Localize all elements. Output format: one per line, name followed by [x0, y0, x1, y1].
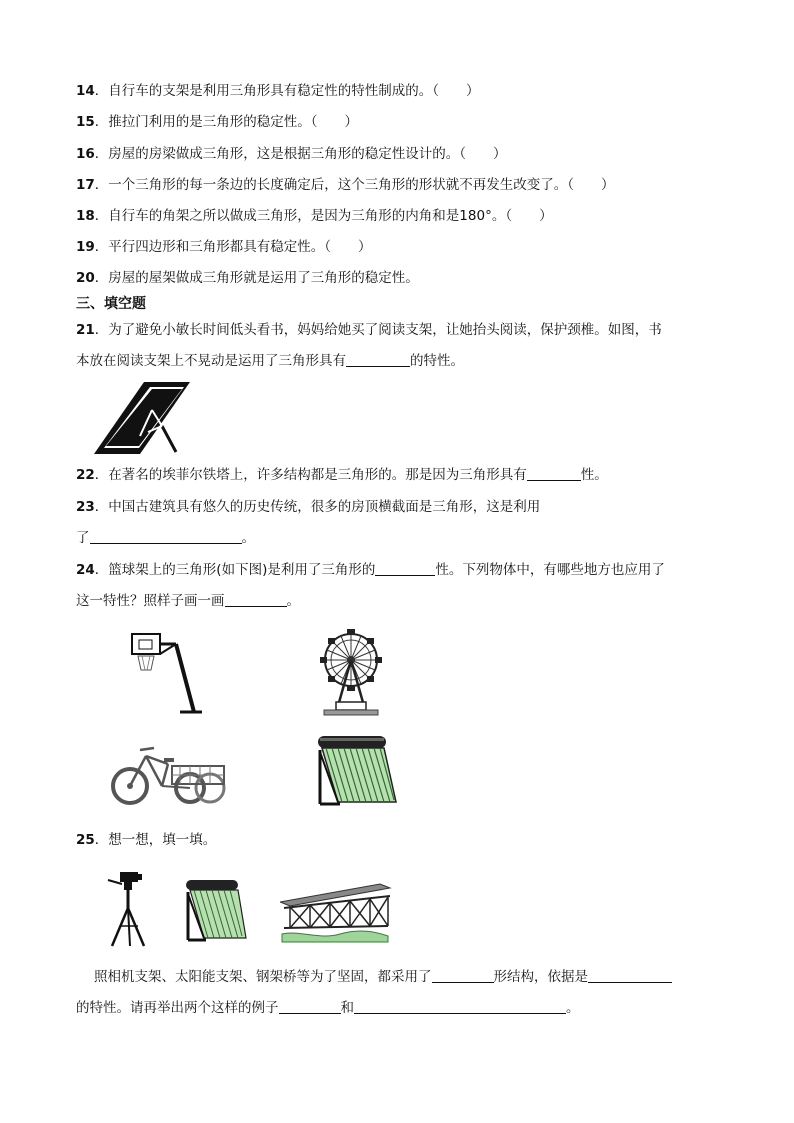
- question-25-title: 25．想一想，填一填。: [76, 832, 217, 848]
- section-title: 三、填空题: [76, 296, 146, 312]
- question-18: 18．自行车的角架之所以做成三角形，是因为三角形的内角和是180°。（ ）: [76, 208, 553, 224]
- question-21-line1: 21．为了避免小敏长时间低头看书，妈妈给她买了阅读支架，让她抬头阅读，保护颈椎。如图，书: [76, 322, 662, 338]
- answer-blank[interactable]: [225, 592, 287, 607]
- question-25-line1: 照相机支架、太阳能支架、钢架桥等为了坚固，都采用了 形结构，依据是: [94, 968, 672, 986]
- reading-stand-figure: [92, 380, 194, 458]
- question-21-line2: 本放在阅读支架上不晃动是运用了三角形具有 的特性。: [76, 353, 464, 369]
- question-14: 14．自行车的支架是利用三角形具有稳定性的特性制成的。（ ）: [76, 83, 480, 99]
- question-25-line2: 的特性。请再举出两个这样的例子 和 。: [76, 1000, 580, 1016]
- camera-tripod-figure: [104, 868, 156, 948]
- answer-blank[interactable]: [588, 968, 672, 983]
- steel-bridge-figure: [280, 880, 392, 944]
- question-24-line2: 这一特性？照样子画一画 。: [76, 593, 300, 609]
- question-24-line1: 24．篮球架上的三角形(如下图)是利用了三角形的 性。下列物体中，有哪些地方也应用了: [76, 562, 665, 578]
- question-19: 19．平行四边形和三角形都具有稳定性。（ ）: [76, 239, 372, 255]
- question-23-line1: 23．中国古建筑具有悠久的历史传统，很多的房顶横截面是三角形，这是利用: [76, 499, 541, 515]
- answer-blank[interactable]: [346, 352, 410, 367]
- question-20: 20．房屋的屋架做成三角形就是运用了三角形的稳定性。: [76, 270, 419, 286]
- answer-blank[interactable]: [432, 968, 494, 983]
- answer-blank[interactable]: [527, 466, 581, 481]
- answer-blank[interactable]: [279, 999, 341, 1014]
- basketball-hoop-figure: [130, 630, 208, 716]
- tricycle-figure: [110, 742, 228, 806]
- question-17: 17．一个三角形的每一条边的长度确定后，这个三角形的形状就不再发生改变了。（ ）: [76, 177, 615, 193]
- question-16: 16．房屋的房梁做成三角形，这是根据三角形的稳定性设计的。（ ）: [76, 146, 507, 162]
- answer-blank[interactable]: [90, 529, 242, 544]
- question-15: 15．推拉门利用的是三角形的稳定性。（ ）: [76, 114, 359, 130]
- answer-blank[interactable]: [354, 999, 566, 1014]
- answer-blank[interactable]: [375, 561, 435, 576]
- solar-heater-figure: [312, 734, 398, 808]
- solar-heater-small-figure: [182, 878, 248, 944]
- question-23-line2: 了 。: [76, 530, 255, 546]
- question-22: 22．在著名的埃菲尔铁塔上，许多结构都是三角形的。那是因为三角形具有 性。: [76, 467, 608, 483]
- ferris-wheel-figure: [318, 628, 384, 716]
